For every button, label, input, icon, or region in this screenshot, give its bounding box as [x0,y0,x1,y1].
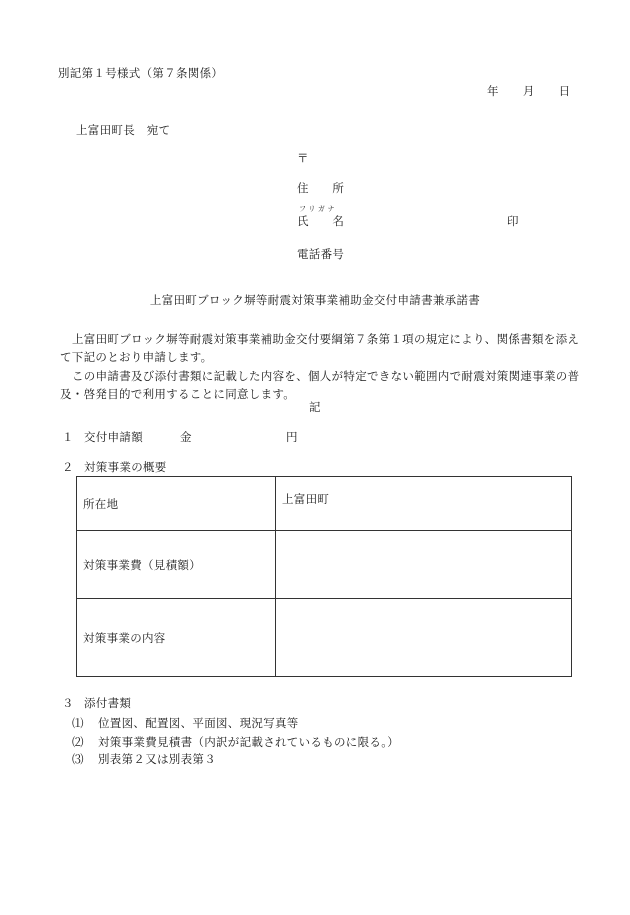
date-line [487,85,570,99]
table-row [77,599,572,677]
seal-label: 印 [507,214,519,228]
item3-number: ３ [62,696,74,710]
body-paragraph-1: 上富田町ブロック塀等耐震対策事業補助金交付要綱第７条第１項の規定により、関係書類を添えて下記のとおり申請します。 [60,332,580,365]
list-item [72,736,399,750]
item2-label: 対策事業の概要 [84,460,167,474]
phone-label: 電話番号 [297,247,345,261]
ki-label: 記 [309,400,321,414]
item2-number: ２ [62,460,74,474]
table-cell-label: 対策事業費（見積額） [77,531,276,599]
attachment-text: 別表第２又は別表第３ [98,752,216,766]
attachment-text: 対策事業費見積書（内訳が記載されているものに限る。） [98,735,400,749]
table-cell-value[interactable] [276,599,572,677]
postal-mark: 〒 [297,151,309,165]
name-furigana: フリガナ [299,205,338,213]
item1-yen-label: 円 [286,430,298,444]
item3-heading [62,697,131,711]
attachment-number: ⑶ [72,752,84,766]
item1-label: 交付申請額 [84,430,143,444]
list-item [72,753,216,767]
item1-number: １ [62,430,74,444]
table-cell-value[interactable] [276,531,572,599]
item1-heading [62,431,143,445]
attachment-text: 位置図、配置図、平面図、現況写真等 [98,716,299,730]
table-cell-label: 対策事業の内容 [77,599,276,677]
attachment-number: ⑵ [72,735,84,749]
item3-label: 添付書類 [84,696,132,710]
body-text [60,330,580,404]
table-cell-label: 所在地 [77,477,276,531]
table-row [77,477,572,531]
address-label: 住 所 [297,181,345,195]
name-label: 氏 名 [297,214,345,228]
attachment-number: ⑴ [72,716,84,730]
item2-heading [62,461,167,475]
list-item [72,717,299,731]
table-cell-value[interactable]: 上富田町 [276,477,572,531]
table-row [77,531,572,599]
project-summary-table [76,476,572,677]
form-number: 別記第１号様式（第７条関係） [58,66,224,80]
body-paragraph-2: この申請書及び添付書類に記載した内容を、個人が特定できない範囲内で耐震対策関連事業の普及・啓発目的で利用することに同意します。 [60,368,580,402]
document-title: 上富田町ブロック塀等耐震対策事業補助金交付申請書兼承諾書 [149,293,481,307]
item1-kin-label: 金 [180,430,192,444]
date-day-label: 日 [558,84,571,98]
date-year-label: 年 [487,84,499,98]
addressee: 上富田町長 宛て [76,123,171,137]
date-month-label: 月 [522,84,535,98]
